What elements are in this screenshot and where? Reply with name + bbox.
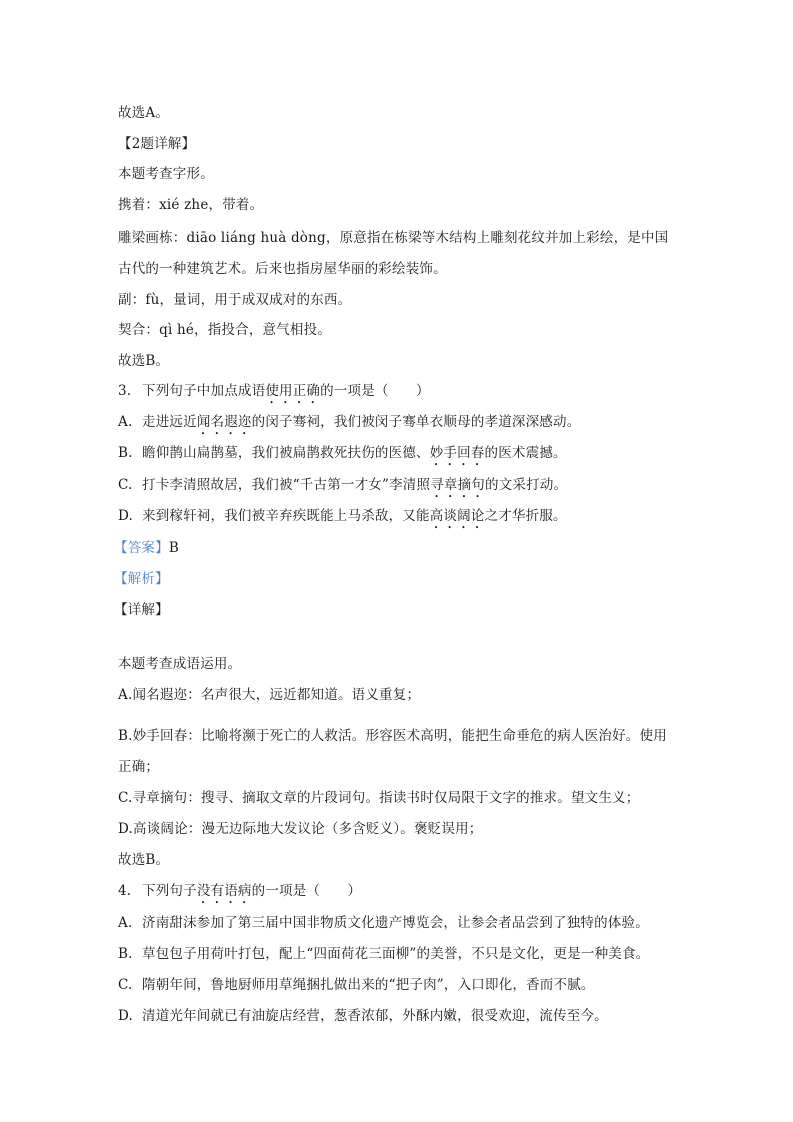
- stem-text: 下列句子中加点成语: [142, 383, 266, 399]
- question-4-option-a: [118, 914, 649, 932]
- answer-label: 【答案】: [114, 540, 169, 556]
- option-text: 瞻仰鹊山扁鹊墓，我们被扁鹊救死扶伤的医德、: [142, 445, 430, 461]
- option-text: 来到稼轩祠，我们被辛弃疾既能上马杀敌，又能: [142, 508, 430, 524]
- paragraph-topic: 本题考查字形。: [118, 166, 214, 182]
- conclusion-q1: 故选A。: [118, 105, 170, 121]
- question-3-option-c: [118, 476, 567, 501]
- option-text: 隋朝年间，鲁地厨师用草绳捆扎做出来的“把子肉”，入口即化，香而不腻。: [142, 977, 595, 993]
- stem-text: 的一项是（ ）: [320, 383, 430, 399]
- question-4-option-d: [118, 1007, 608, 1025]
- option-letter: A.: [118, 915, 133, 931]
- paragraph-qihe: 契合：qì hé，指投合，意气相投。: [118, 322, 332, 338]
- question-4-option-c: [118, 976, 595, 994]
- paragraph-diaoliang-1: 雕梁画栋：diāo liáng huà dòng，原意指在栋梁等木结构上雕刻花纹并加上彩绘，是中国: [118, 230, 669, 246]
- option-letter: D.: [118, 1008, 134, 1024]
- option-letter: C.: [118, 477, 133, 493]
- question-number: 4.: [118, 883, 132, 899]
- option-text: 之才华折服。: [484, 508, 567, 524]
- explanation-option-a: A.闻名遐迩：名声很大，远近都知道。语义重复；: [118, 687, 421, 703]
- option-letter: B.: [118, 445, 133, 461]
- conclusion-q3: 故选B。: [118, 852, 170, 868]
- question-3-option-d: [118, 507, 567, 532]
- analysis-label: 【解析】: [114, 571, 169, 587]
- option-letter: A.: [118, 414, 133, 430]
- emphasized-idiom: 妙手回春: [429, 445, 485, 461]
- option-text: 草包包子用荷叶打包，配上“四面荷花三面柳”的美誉，不只是文化，更是一种美食。: [142, 946, 650, 962]
- question-3-option-b: [118, 444, 567, 469]
- stem-text: 的一项是（ ）: [251, 883, 362, 899]
- question-number: 3.: [118, 383, 132, 399]
- explanation-option-d: D.高谈阔论：漫无边际地大发议论（多含贬义）。褒贬误用；: [118, 821, 483, 837]
- option-text: 的文采打动。: [485, 477, 568, 493]
- section-heading-q2-detail: 【2题详解】: [118, 136, 196, 152]
- option-text: 济南甜沫参加了第三届中国非物质文化遗产博览会，让参会者品尝到了独特的体验。: [142, 915, 649, 931]
- emphasized-text: 使用正确: [265, 383, 321, 399]
- option-text: 清道光年间就已有油旋店经营，葱香浓郁，外酥内嫩，很受欢迎，流传至今。: [142, 1008, 608, 1024]
- emphasized-idiom: 寻章摘句: [430, 477, 486, 493]
- paragraph-diaoliang-2: 古代的一种建筑艺术。后来也指房屋华丽的彩绘装饰。: [118, 261, 447, 277]
- question-4-stem: [118, 882, 361, 907]
- detail-label: 【详解】: [114, 602, 169, 618]
- stem-text: 下列句子: [142, 883, 197, 899]
- option-letter: C.: [118, 977, 133, 993]
- explanation-option-b-1: B.妙手回春：比喻将濒于死亡的人救活。形容医术高明，能把生命垂危的病人医治好。使用: [118, 728, 667, 744]
- option-text: 走进远近: [142, 414, 197, 430]
- option-text: 的闵子骞祠，我们被闵子骞单衣顺母的孝道深深感动。: [251, 414, 581, 430]
- answer-line: [114, 539, 179, 557]
- option-letter: B.: [118, 946, 133, 962]
- emphasized-idiom: 闻名遐迩: [196, 414, 252, 430]
- question-3-stem: [118, 382, 430, 407]
- explanation-intro: 本题考查成语运用。: [118, 656, 242, 672]
- conclusion-q2: 故选B。: [118, 353, 170, 369]
- option-text: 的医术震撼。: [484, 445, 567, 461]
- emphasized-idiom: 高谈阔论: [429, 508, 485, 524]
- option-text: 打卡李清照故居，我们被“千古第一才女”李清照: [142, 477, 431, 493]
- paragraph-xiezhe: 携着：xié zhe，带着。: [118, 197, 264, 213]
- question-3-option-a: [118, 413, 580, 438]
- option-letter: D.: [118, 508, 134, 524]
- paragraph-fu: 副：fù，量词，用于成双成对的东西。: [118, 292, 352, 308]
- emphasized-text: 没有语病: [196, 883, 252, 899]
- answer-value: B: [168, 540, 179, 556]
- explanation-option-b-2: 正确；: [118, 759, 160, 775]
- question-4-option-b: [118, 945, 649, 963]
- explanation-option-c: C.寻章摘句：搜寻、摘取文章的片段词句。指读书时仅局限于文字的推求。望文生义；: [118, 790, 640, 806]
